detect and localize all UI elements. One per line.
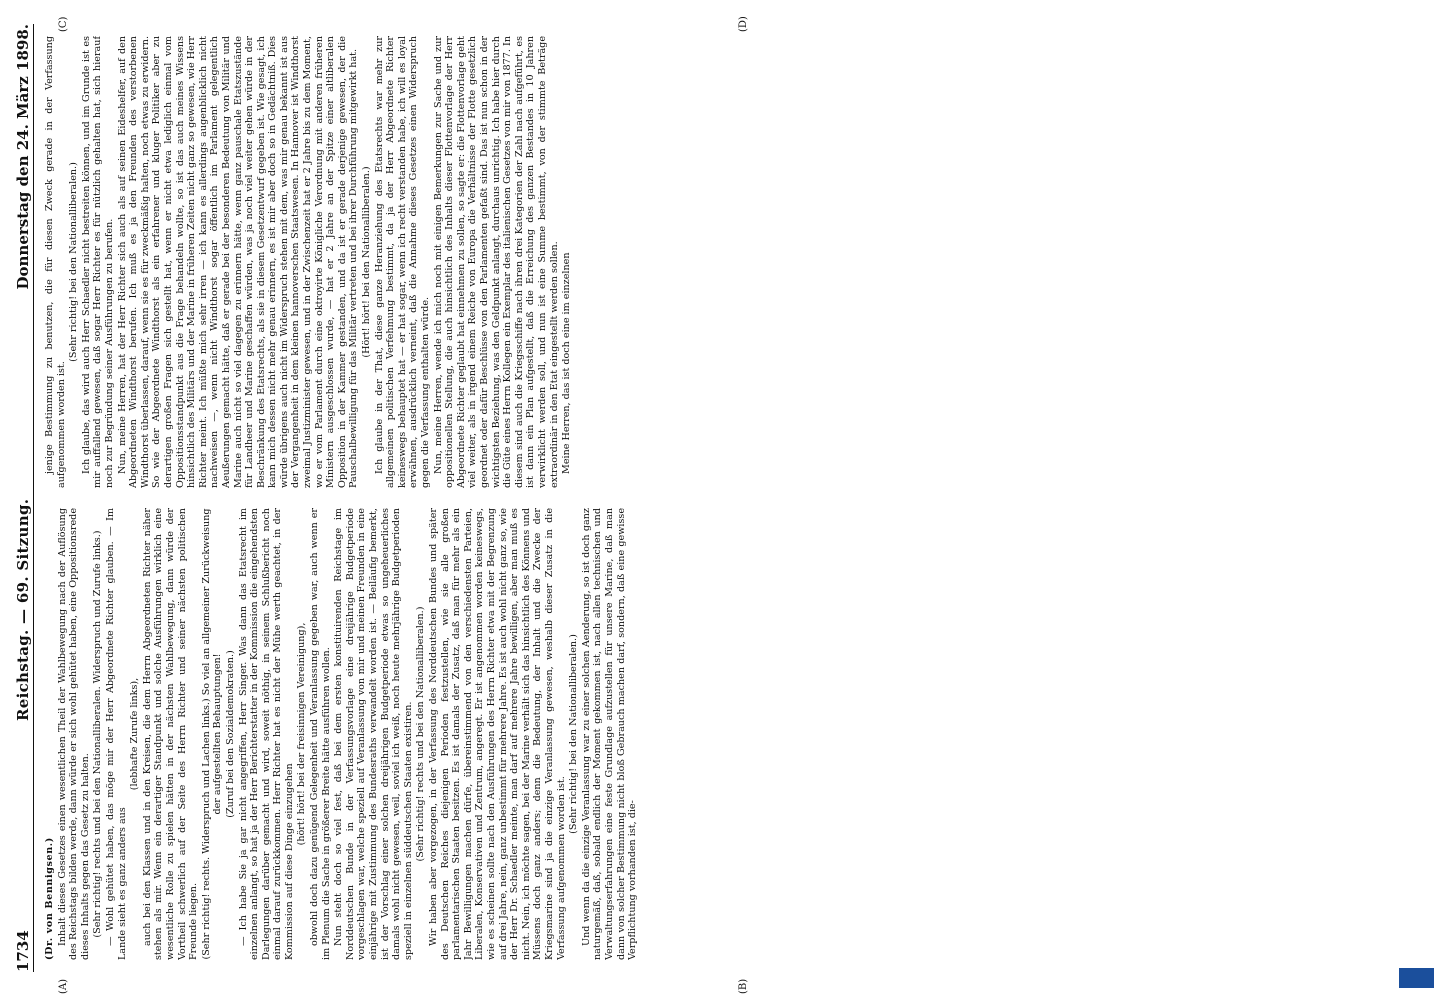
paragraph: Inhalt dieses Gesetzes einen wesentlichen Theil der Wahlbewegung nach der Auflösung des Reichstags bilden werde, dann würde er sich wohl gehütet haben, eine Oppositionsrede dieses Inhalts gegen das Gesetz zu halten. [56, 508, 91, 960]
paragraph: Wir haben aber vorgezogen, in der Verfassung des Norddeutschen Bundes und später des Deutschen Reiches diejenigen Perioden festzustellen, wie sie alle großen parlamentarischen Staaten besitzen. Es ist damals der Zusatz, daß man für mehr als ein Jahr Bewilligungen machen dürfe, übereinstimmend von den verschiedensten Parteien, Liberalen, Konservativen und Zentrum, angeregt. Er ist angenommen worden keineswegs, wie es scheinen sollte nach den Ausführungen des Herrn Richter etwa mit der Begrenzung auf drei Jahre, nein, ganz unbestimmt für mehrere Jahre. Es ist auch wohl nicht ganz so, wie der Herr Dr. Schaedler meinte, man darf auf mehrere Jahre bewilligen, aber man muß es nicht. Nein, ich möchte sagen, bei der Marine verhält sich das hinsichtlich des Könnens und Müssens doch ganz anders; denn die Bedeutung, der Inhalt und die Zwecke der Kriegsmarine sind ja die einzige Veranlassung gewesen, weshalb dieser Zusatz in die Verfassung aufgenommen worden ist. [428, 508, 567, 960]
paragraph: Nun, meine Herren, wende ich mich noch mit einigen Bemerkungen zur Sache und zur oppositionellen Stellung, die auch hinsichtlich des Inhalts dieser Flottenvorlage der Herr Abgeordnete Richter geglaubt hat einnehmen zu sollen, so sagte er: die Flottenvorlage geht viel weiter, als in irgend einem Reiche von Europa die Verhältnisse der Flotte gesetzlich geordnet oder dafür Beschlüsse von den Parlamenten gefaßt sind. Das ist nun schon in der wichtigsten Beziehung, was den Geldpunkt anlangt, durchaus unrichtig. Ich habe hier durch die Güte eines Herrn Kollegen ein Exemplar des italienischen Gesetzes von mir von 1877. In diesem sind auch die Kriegsschiffe nach ihren drei Kategorien der Zahl nach aufgeführt, es ist dann ein Plan aufgestellt, daß die Erreichung des ganzen Bestandes in 10 Jahren verwirklicht werden soll, und nun ist eine Summe bestimmt, von der stimmte Beträge extraordinär in den Etat eingestellt werden sollen. [432, 36, 560, 488]
page-number: 1734 [14, 930, 33, 972]
paragraph: obwohl doch dazu genügend Gelegenheit und Veranlassung gegeben war, auch wenn er im Plenum die Sache in größerer Breite hätte ausführen wollen. [309, 508, 332, 960]
interjection: (Sehr richtig! bei den Nationalliberalen.) [68, 162, 80, 362]
margin-mark-d: (D) [738, 16, 749, 32]
paragraph: Ich glaube, das wird auch Herr Schaedler nicht bestreiten können, und im Grunde ist es mir auffallend gewesen, daß sogar Herr Richter es für nützlich gehalten hat, sich hierauf noch zur Begründung seiner Ausführungen zu berufen. [80, 36, 115, 488]
interjection: (lebhafte Zurufe links), [129, 677, 141, 791]
interjection: (hört! hört! bei der freisinnigen Vereinigung), [296, 622, 308, 846]
paragraph: — Wohl gehütet haben, das möge mir der Herr Abgeordnete Richter glauben. — Im Lande sieht es ganz anders aus [104, 508, 128, 960]
text-column-left [44, 508, 1380, 960]
interjection: (Hört! hört! bei den Nationalliberalen.) [361, 166, 373, 358]
dfg-logo [1399, 968, 1434, 988]
paragraph: Ich glaube in der That, diese ganze Heranziehung des Etatsrechts war mehr zur allgemeinen politischen Verfehmung bestimmt, da ja der Herr Abgeordnete Richter keineswegs behauptet hat — er hat sogar, wenn ich recht verstanden habe, ich will es loyal erwähnen, ausdrücklich verneint, daß die Annahme dieses Gesetzes einen Widerspruch gegen die Verfassung enthalten würde. [373, 36, 431, 488]
paragraph: Und wenn da die einzige Veranlassung war zu einer solchen Aenderung, so ist doch ganz naturgemäß, daß, sobald endlich der Moment gekommen ist, nach allen technischen und Verwaltungserfahrungen eine feste Grundlage aufzustellen für unsere Marine, daß man dann von solcher Bestimmung nicht bloß Gebrauch machen darf, sondern, daß eine gewisse Verpflichtung vorhanden ist, die- [580, 508, 639, 960]
paragraph: jenige Bestimmung zu benutzen, die für diesen Zweck gerade in der Verfassung aufgenommen worden ist. [44, 36, 67, 488]
session-date: Donnerstag den 24. März 1898. [14, 24, 33, 290]
paragraph: Nun, meine Herren, hat der Herr Richter sich auch als auf seinen Eideshelfer, auf den Abgeordneten Windthorst berufen. Ich muß es ja den Freunden des verstorbenen Windthorst überlassen, darauf, wenn sie es für zweckmäßig halten, noch etwas zu erwidern. So wie der Abgeordnete Windthorst als ein erfahrener und kluger Politiker aber zu derartigen großen Fragen sich gestellt hat, wenn er nicht etwa lediglich einmal vom Oppositionsstandpunkt aus die Frage behandeln wollte, so ist das auch meines Wissens hinsichtlich des Militärs und der Marine in früheren Zeiten nicht ganz so gewesen, wie Herr Richter meint. Ich müßte mich sehr irren — ich kann es allerdings augenblicklich nicht nachweisen —, wenn nicht Windthorst sogar öffentlich im Parlament gelegentlich Aeußerungen gemacht hätte, daß er gerade bei der besonderen Bedeutung von Militär und Marine auch nicht so viel dagegen zu erinnern hätte, wenn ganz pauschale Etatszustände für Landheer und Marine geschaffen würden, was ja noch viel weiter gehen würde in der Beschränkung des Etatsrechts, als sie in diesem Gesetzentwurf gegeben ist. Wie gesagt, ich kann mich dessen nicht mehr genau erinnern, es ist mir aber doch so in Gedächtniß. Dies würde übrigens auch nicht im Widerspruch stehen mit dem, was mir genau bekannt ist aus der Vergangenheit in dem kleinen hannoverschen Staatswesen. In Hannover ist Windthorst zweimal Justizminister gewesen, und in der Zwischenzeit hat er 2 Jahre bis zu dem Moment, wo er vom Parlament durch eine oktroyirte Königliche Verordnung mit anderen früheren Ministern ausgeschlossen wurde, — hat er 2 Jahre an der Spitze einer altliberalen Opposition in der Kammer gestanden, und da ist er gerade derjenige gewesen, der die Pauschalbewilligung für das Militär vertreten und bei ihrer Durchführung mitgewirkt hat. [116, 36, 360, 488]
page-title: Reichstag. — 69. Sitzung. [14, 498, 33, 722]
margin-mark-c: (C) [58, 16, 69, 32]
side-credit [1405, 8, 1425, 992]
margin-mark-b: (B) [738, 978, 749, 994]
paragraph: — Ich habe Sie ja gar nicht angegriffen, Herr Singer. Was dann das Etatsrecht im einzelnen anlangt, so hat ja der Herr Berichterstatter in der Kommission die eingehendsten Darlegungen darüber gemacht und wird, soweit nöthig, in seinem Schlußbericht noch einmal darauf zurückkommen. Herr Richter hat es nicht der Mühe werth geachtet, in der Kommission auf diese Dinge einzugehen [237, 508, 295, 960]
margin-mark-a: (A) [58, 978, 69, 994]
interjection: (Sehr richtig! rechts. Widerspruch und Lachen links.) So viel an allgemeiner Zurückweisung der aufgestellten Behauptungen! [200, 508, 224, 960]
paragraph: Meine Herren, das ist doch eine im einzelnen [561, 252, 573, 474]
interjection: (Sehr richtig! rechts und bei den Nationalliberalen.) [415, 606, 427, 862]
page-header [8, 24, 34, 972]
text-column-right [44, 36, 1380, 488]
paragraph: auch bei den Klassen und in den Kreisen, die dem Herrn Abgeordneten Richter näher stehen als mir. Wenn ein derartiger Standpunkt und solche Ausführungen wirklich eine wesentliche Rolle zu spielen hätten in der nächsten Wahlbewegung, dann würde der Vortheil schwerlich auf der Seite des Herrn Richter und seiner nächsten politischen Freunde liegen. [141, 508, 200, 960]
interjection: (Sehr richtig! bei den Nationalliberalen.) [568, 634, 580, 834]
interjection: (Zuruf bei den Sozialdemokraten.) [224, 650, 236, 818]
interjection: (Sehr richtig! rechts und bei den Nationalliberalen. Widerspruch und Zurufe links.) [92, 530, 104, 938]
speaker-name: (Dr. von Bennigsen.) [44, 837, 55, 960]
paragraph: Nun steht doch so viel fest, daß bei dem ersten konstituirenden Reichstage im Norddeutschen Bunde in der Verfassungsvorlage eine dreijährige Budgetperiode vorgeschlagen war, welche speziell auf Veranlassung von mir und meinen Freunden in eine einjährige mit Zustimmung des Bundesraths verwandelt worden ist. — Beiläufig bemerkt, ist der Vorschlag einer solchen dreijährigen Budgetperiode etwas so ungeheuerliches damals wohl nicht gewesen, weil, soviel ich weiß, noch heute mehrjährige Budgetperioden speziell in einzelnen süddeutschen Staaten existiren. [333, 508, 414, 960]
